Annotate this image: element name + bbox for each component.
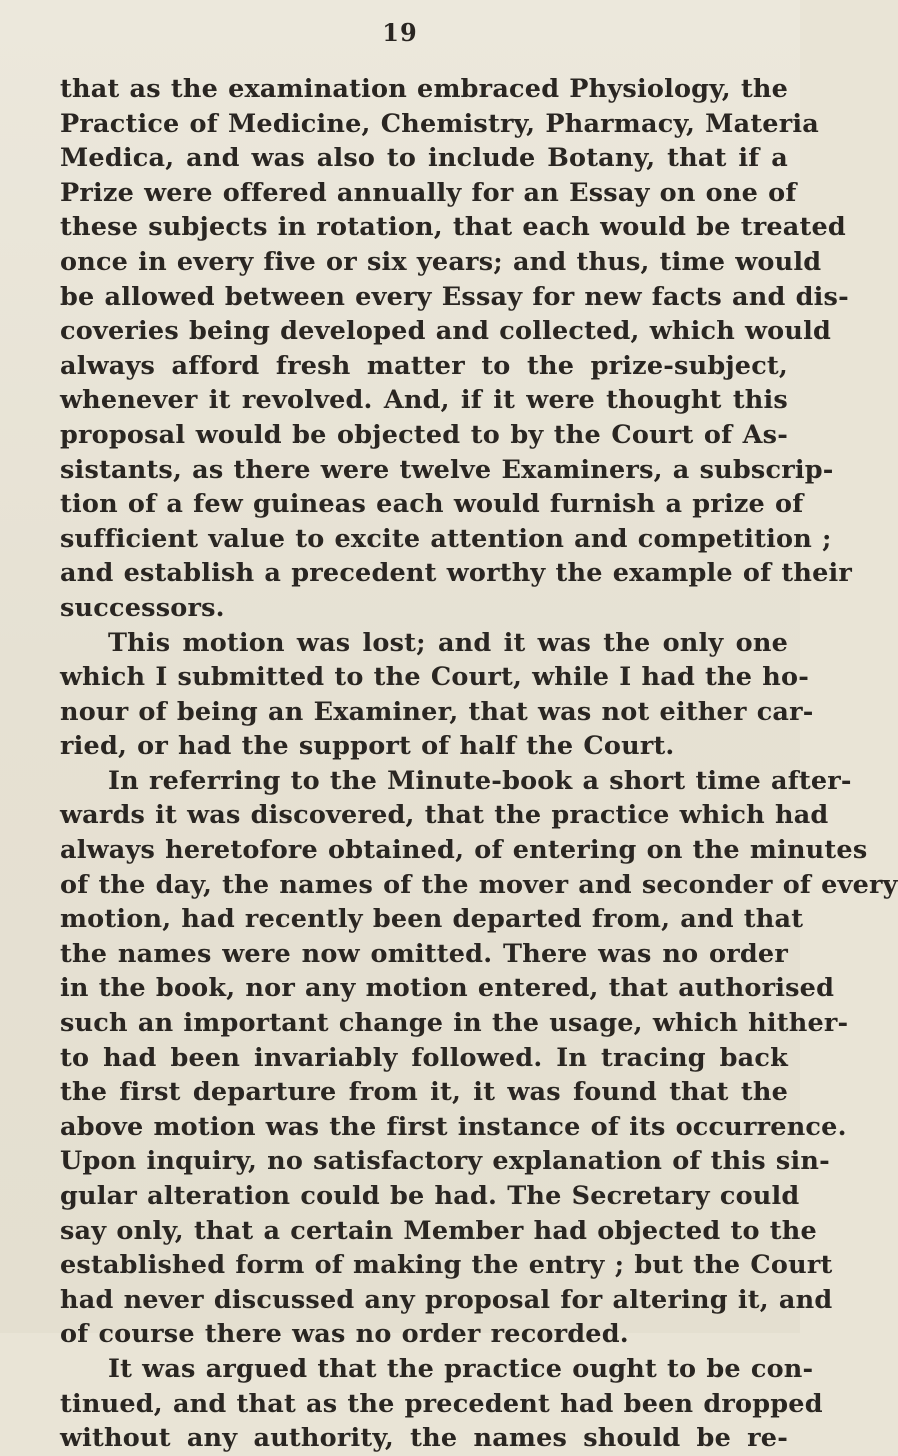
text-line: that as the examination embraced Physiology, the (60, 74, 789, 104)
text-line: be allowed between every Essay for new facts and dis- (60, 281, 849, 312)
text-line: wards it was discovered, that the practice which had (60, 800, 829, 831)
text-line: established form of making the entry ; but the Court (60, 1250, 833, 1281)
text-line: and establish a precedent worthy the example of their (60, 558, 853, 589)
text-line: Medica, and was also to include Botany, that if a (60, 143, 788, 174)
text-line: Prize were offered annually for an Essay on one of (60, 177, 797, 208)
text-line: This motion was lost; and it was the only one (108, 627, 788, 658)
body-text (60, 72, 898, 1456)
text-line: of course there was no order recorded. (60, 1319, 629, 1350)
text-line: successors. (60, 592, 225, 623)
text-line: nour of being an Examiner, that was not either car- (60, 696, 814, 727)
text-line: which I submitted to the Court, while I had the ho- (60, 662, 810, 693)
text-line: Practice of Medicine, Chemistry, Pharmacy, Materia (60, 108, 819, 139)
text-line: had never discussed any proposal for altering it, and (60, 1284, 833, 1315)
text-line: to had been invariably followed. In tracing back (60, 1042, 788, 1073)
text-line: coveries being developed and collected, which would (60, 316, 832, 347)
text-line: the first departure from it, it was found that the (60, 1077, 788, 1108)
text-line: tinued, and that as the precedent had been dropped (60, 1388, 823, 1419)
text-line: of the day, the names of the mover and seconder of every (60, 869, 898, 900)
text-line: above motion was the first instance of its occurrence. (60, 1111, 847, 1142)
text-line: proposal would be objected to by the Court of As- (60, 419, 788, 450)
text-line: gular alteration could be had. The Secretary could (60, 1181, 800, 1211)
text-line: without any authority, the names should be re- (60, 1423, 788, 1454)
text-line: always afford fresh matter to the prize-subject, (60, 350, 788, 381)
text-line: such an important change in the usage, which hither- (60, 1008, 849, 1039)
text-line: always heretofore obtained, of entering on the minutes (60, 835, 868, 866)
text-line: these subjects in rotation, that each would be treated (60, 212, 846, 243)
text-line: in the book, nor any motion entered, that authorised (60, 973, 835, 1004)
text-line: ried, or had the support of half the Court. (60, 731, 675, 762)
text-line: In referring to the Minute-book a short time after- (108, 765, 852, 796)
text-line: say only, that a certain Member had objected to the (60, 1215, 817, 1246)
text-line: sufficient value to excite attention and competition ; (60, 523, 832, 554)
text-line: the names were now omitted. There was no order (60, 938, 788, 969)
text-line: Upon inquiry, no satisfactory explanation of this sin- (60, 1146, 830, 1177)
text-line: whenever it revolved. And, if it were thought this (60, 385, 788, 416)
page-number: 19 (382, 18, 418, 47)
text-line: once in every five or six years; and thus, time would (60, 246, 822, 277)
text-line: It was argued that the practice ought to be con- (108, 1353, 814, 1384)
text-line: motion, had recently been departed from, and that (60, 904, 804, 935)
text-line: sistants, as there were twelve Examiners, a subscrip- (60, 454, 834, 485)
text-line: tion of a few guineas each would furnish a prize of (60, 489, 804, 520)
